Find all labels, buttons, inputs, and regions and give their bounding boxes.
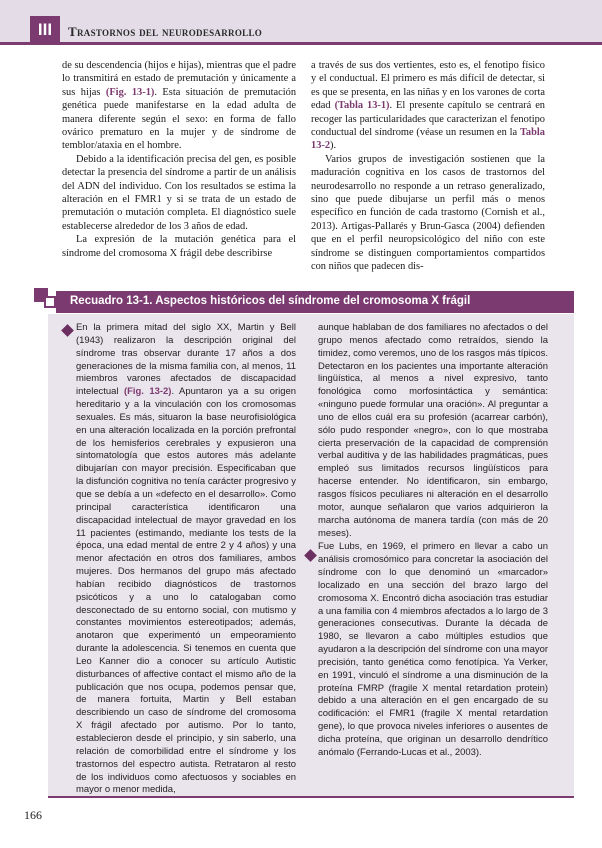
paragraph: Varios grupos de investigación sostienen que la maduración cognitiva en los casos de trastornos del neurodesarrollo no responde a un retraso generalizado, sino que puede dibujarse un perfil más o menos específico en función de cada trastorno (Cornish et al., 2013). Artigas-Pallarés y Brun-Gasca (2004) defienden que en el perfil neuropsicológico del niño con este síndrome se distinguen comportamientos compartidos con niños que padecen dis-	[311, 153, 545, 273]
part-number-tab: III	[30, 16, 60, 44]
running-head: Trastornos del neurodesarrollo	[68, 24, 263, 39]
box-left-column: En la primera mitad del siglo XX, Martin y Bell (1943) realizaron la descripción original del síndrome tras observar durante 17 años a dos generaciones de la misma familia con, al menos, 11 miembros varones afectados de discapacidad intelectual (Fig. 13-2). Apuntaron ya a su origen hereditario y a la vinculación con los cromosomas sexuales. Es más, situaron la base neurofisiológica en una alteración localizada en la porción prefrontal de los hemisferios cerebrales y expusieron una sintomatología que estos autores más adelante dibujarían con mayor precisión. Especificaban que la disfunción cognitiva no tenía carácter progresivo y que se debía a un «defecto en el desarrollo». Como principal característica identificaron una discapacidad intelectual de mayor gravedad en los 11 pacientes (estimando, mediante los tests de la época, una edad mental de entre 2 y 4 años) y una menor afectación en otros dos familiares, ambos mujeres. Dos hermanos del grupo más afectado habían recibido diagnósticos de trastornos psicóticos y a uno lo catalogaban como desconectado de su entorno social, con mutismo y constantes movimientos estereotipados; además, anotaron que experimentó un empeoramiento durante la adolescencia. Si tenemos en cuenta que Leo Kanner dio a conocer su artículo Autistic disturbances of affective contact el mismo año de la publicación que nos ocupa, podemos pensar que, de manera fortuita, Martin y Bell estaban describiendo un caso de síndrome del cromosoma X frágil afectado por autismo. Por lo tanto, establecieron desde el principio, y sin saberlo, una relación de comorbilidad entre el síndrome y los trastornos del espectro autista. Retrataron al resto de los individuos como afectuosos y sociables en mayor o menor medida,	[76, 322, 296, 796]
box-right-column	[318, 322, 548, 760]
box-title: Recuadro 13-1. Aspectos históricos del síndrome del cromosoma X frágil	[70, 295, 471, 307]
left-column	[62, 59, 296, 260]
reference-link: (Fig. 13-1)	[105, 86, 155, 98]
paragraph: a través de sus dos vertientes, esto es, el fenotipo físico y el conductual. El primero es más difícil de detectar, si es que se presenta, en las niñas y en los varones de corta edad (Tabla 13-1). El presente capítulo se centrará en recoger las particularidades que caracterizan el fenotipo conductual del síndrome (véase un resumen en la Tabla 13-2).	[311, 60, 545, 152]
box-bottom-rule	[48, 796, 574, 798]
header-rule	[0, 42, 602, 45]
reference-link: (Tabla 13-1)	[334, 100, 390, 112]
box-marker-outline	[44, 296, 56, 308]
paragraph: La expresión de la mutación genética para el síndrome del cromosoma X frágil debe describirse	[62, 234, 296, 259]
paragraph: Debido a la identificación precisa del gen, es posible detectar la presencia del síndrome a partir de un análisis del ADN del individuo. Con los resultados se estima la alteración en el FMR1 y si se trata de un estado de premutación o mutación completa. El diagnóstico suele establecerse alrededor de los 3 años de edad.	[62, 153, 296, 232]
page-number: 166	[24, 808, 42, 822]
box-paragraph: aunque hablaban de dos familiares no afectados o del grupo menos afectado como retraídos, siendo la timidez, como veremos, uno de los rasgos más típicos. Detectaron en los pacientes una importante alteración lingüística, al menos a nivel expresivo, tanto fonológica como morfosintáctica y semántica: «ninguno puede formular una oración». Al preguntar a uno de ellos cuál era su profesión (acarrear carbón), sólo pudo responder «negro», con lo que mostraba cierta preservación de la capacidad de comprensión verbal auditiva y de las habilidades pragmáticas, pues empleó sus limitados recursos lingüísticos para hacerse entender. No identificaron, sin embargo, rasgos físicos peculiares ni alteración en el desarrollo motor, aunque señalaron que varios adquirieron la marcha autónoma de manera tardía (con más de 20 meses).	[318, 322, 548, 539]
reference-link: (Fig. 13-2)	[124, 386, 172, 398]
box-paragraph: Fue Lubs, en 1969, el primero en llevar a cabo un análisis cromosómico para concretar la asociación del síndrome con lo que denominó un «marcador» localizado en una sección del brazo largo del cromosoma X. Encontró dicha asociación tras estudiar a una familia con 4 miembros afectados a lo largo de 3 generaciones consecutivas. Durante la década de 1980, se llevaron a cabo múltiples estudios que ayudaron a la descripción del síndrome con una mayor precisión, tanto genética como fenotípica. Ya Verker, en 1991, vinculó el síndrome a una disminución de la proteína FMRP (fragile X mental retardation protein) debido a una alteración en el gen encargado de su codificación: el FMR1 (fragile X mental retardation gene), lo que provoca niveles inferiores o ausentes de dicha proteína, que originan un desarrollo dendrítico anómalo (Ferrando-Lucas et al., 2003).	[318, 541, 548, 758]
paragraph: de su descendencia (hijos e hijas), mientras que el padre lo transmitirá en estado de premutación y únicamente a sus hijas (Fig. 13-1). Esta situación de premutación genética puede manifestarse en la edad adulta de manera diferente según el sexo: en forma de fallo ovárico prematuro en la mujer y de síndrome de temblor/ataxia en el hombre.	[62, 60, 297, 152]
reference-link: Tabla 13-2	[311, 127, 545, 152]
right-column	[311, 59, 545, 274]
